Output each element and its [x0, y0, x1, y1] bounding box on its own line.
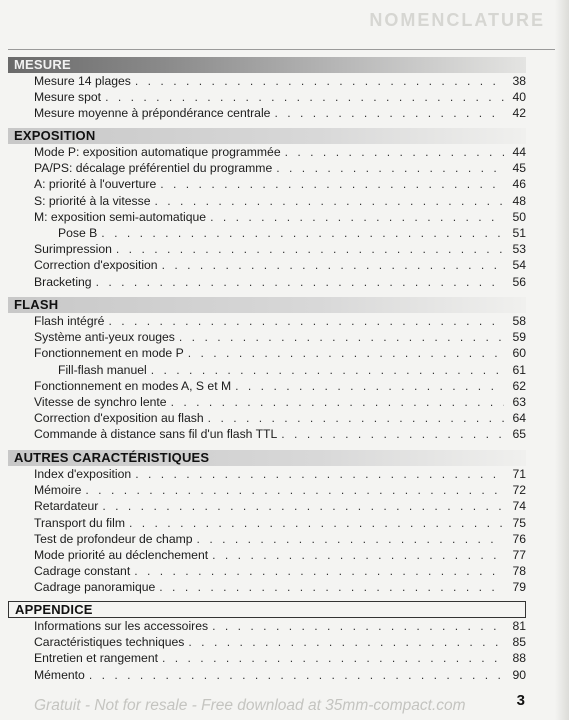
toc-entry-page: 63: [512, 394, 526, 409]
toc-entry: [8, 618, 526, 634]
toc-entry: [8, 482, 526, 498]
dot-leader: [162, 650, 504, 666]
toc-entry: [8, 667, 526, 683]
section-flash: [8, 297, 526, 443]
dot-leader: [135, 73, 504, 89]
toc-entry-page: 51: [512, 225, 526, 240]
toc-entry: [8, 531, 526, 547]
page-number: 3: [516, 692, 525, 709]
dot-leader: [134, 563, 504, 579]
toc-entry-page: 88: [512, 651, 526, 666]
toc-entry-page: 77: [512, 547, 526, 562]
dot-leader: [116, 241, 504, 257]
dot-leader: [89, 667, 504, 683]
toc-entry-page: 50: [512, 209, 526, 224]
toc-entry: [8, 274, 526, 290]
toc-entry-page: 54: [512, 258, 526, 273]
toc-entry-label: Caractéristiques techniques: [34, 635, 185, 650]
toc-entry-page: 56: [512, 274, 526, 289]
toc-entry-label: Cadrage constant: [34, 564, 131, 579]
entry-list-flash: [8, 313, 526, 443]
toc-entry-page: 76: [512, 531, 526, 546]
toc-entry-label: Flash intégré: [34, 314, 105, 328]
toc-entry-label: Cadrage panoramique: [34, 580, 156, 595]
dot-leader: [160, 176, 504, 192]
toc-entry-page: 60: [512, 346, 526, 361]
toc-entry: [8, 73, 526, 89]
dot-leader: [171, 394, 504, 410]
toc-entry: [8, 105, 526, 121]
dot-leader: [212, 618, 504, 634]
toc-entry: [8, 89, 526, 105]
toc-entry: [8, 426, 526, 442]
toc-entry-label: Fonctionnement en modes A, S et M: [34, 378, 232, 393]
toc-entry-page: 53: [512, 242, 526, 257]
section-header-mesure: MESURE: [8, 57, 526, 73]
entry-list-autres: [8, 466, 526, 596]
dot-leader: [108, 313, 504, 329]
toc-entry-page: 81: [512, 619, 526, 633]
dot-leader: [188, 345, 504, 361]
toc-entry-page: 79: [512, 580, 526, 595]
dot-leader: [101, 225, 504, 241]
toc-entry-label: Mesure moyenne à prépondérance centrale: [34, 106, 271, 121]
page-edge-shadow: [555, 0, 569, 720]
section-autres-caracteristiques: [8, 450, 526, 596]
toc-entry: [8, 498, 526, 514]
dot-leader: [105, 89, 504, 105]
toc-entry-label: Mesure spot: [34, 90, 102, 105]
toc-entry: [8, 650, 526, 666]
toc-entry-label: S: priorité à la vitesse: [34, 193, 151, 208]
toc-entry-label: Retardateur: [34, 499, 99, 514]
toc-entry-page: 64: [512, 411, 526, 426]
toc-entry-label: Correction d'exposition: [34, 258, 158, 273]
dot-leader: [151, 362, 504, 378]
section-exposition: [8, 128, 526, 290]
toc-entry: [8, 209, 526, 225]
toc-entry: [8, 362, 526, 378]
toc-entry-label: Bracketing: [34, 274, 92, 289]
toc-entry-label: Entretien et rangement: [34, 651, 158, 666]
toc-entry: [8, 257, 526, 273]
toc-entry: [8, 345, 526, 361]
toc-entry-page: 58: [512, 314, 526, 328]
toc-entry-page: 38: [512, 74, 526, 88]
entry-list-mesure: [8, 73, 526, 122]
toc-entry-label: M: exposition semi-automatique: [34, 209, 207, 224]
toc-entry: [8, 144, 526, 160]
section-header-flash: FLASH: [8, 297, 526, 313]
toc-entry-label: Index d'exposition: [34, 467, 132, 481]
dot-leader: [102, 498, 504, 514]
toc-entry: [8, 225, 526, 241]
toc-entry-page: 61: [512, 362, 526, 377]
dot-leader: [85, 482, 504, 498]
toc-entry-label: Fill-flash manuel: [58, 362, 147, 377]
dot-leader: [96, 274, 504, 290]
toc-entry-label: Transport du film: [34, 515, 125, 530]
toc-entry-label: Pose B: [58, 225, 98, 240]
toc-entry-label: Mémento: [34, 667, 85, 682]
toc-entry: [8, 410, 526, 426]
dot-leader: [208, 410, 504, 426]
toc-entry-label: Mesure 14 plages: [34, 74, 131, 88]
toc-entry: [8, 579, 526, 595]
toc-entry: [8, 313, 526, 329]
toc-entry-page: 48: [512, 193, 526, 208]
toc-entry: [8, 547, 526, 563]
dot-leader: [135, 466, 504, 482]
toc-entry-page: 74: [512, 499, 526, 514]
toc-entry-label: Fonctionnement en mode P: [34, 346, 184, 361]
toc-entry-label: Commande à distance sans fil d'un flash TTL: [34, 427, 278, 442]
toc-entry: [8, 378, 526, 394]
toc-entry: [8, 394, 526, 410]
toc-entry-page: 72: [512, 483, 526, 498]
toc-entry-page: 42: [512, 106, 526, 121]
toc-entry-label: Système anti-yeux rouges: [34, 330, 175, 345]
dot-leader: [210, 209, 504, 225]
toc-entry-page: 85: [512, 635, 526, 650]
toc-entry: [8, 329, 526, 345]
toc-entry-label: Test de profondeur de champ: [34, 531, 193, 546]
toc-entry-page: 40: [512, 90, 526, 105]
toc-entry-page: 78: [512, 564, 526, 579]
dot-leader: [179, 329, 504, 345]
section-appendice: [8, 601, 526, 683]
dot-leader: [159, 579, 504, 595]
dot-leader: [281, 426, 504, 442]
section-mesure: [8, 57, 526, 122]
toc-entry-label: Mode priorité au déclenchement: [34, 547, 209, 562]
dot-leader: [235, 378, 504, 394]
entry-list-exposition: [8, 144, 526, 290]
dot-leader: [162, 257, 504, 273]
toc-entry-page: 59: [512, 330, 526, 345]
toc-entry-page: 90: [512, 667, 526, 682]
dot-leader: [155, 193, 504, 209]
dot-leader: [197, 531, 504, 547]
dot-leader: [276, 160, 504, 176]
bleed-through-title: NOMENCLATURE: [369, 10, 545, 30]
toc-entry-label: Correction d'exposition au flash: [34, 411, 204, 426]
toc-entry-page: 62: [512, 378, 526, 393]
toc-entry-label: Mode P: exposition automatique programmée: [34, 145, 281, 159]
toc-entry: [8, 176, 526, 192]
toc-entry-page: 45: [512, 161, 526, 176]
toc-entry-page: 44: [512, 145, 526, 159]
dot-leader: [274, 105, 504, 121]
toc-entry-page: 65: [512, 427, 526, 442]
dot-leader: [212, 547, 504, 563]
toc-entry-page: 71: [512, 467, 526, 481]
toc-entry-page: 75: [512, 515, 526, 530]
dot-leader: [129, 515, 504, 531]
toc-entry-label: Informations sur les accessoires: [34, 619, 209, 633]
dot-leader: [285, 144, 504, 160]
toc-entry: [8, 515, 526, 531]
toc-entry: [8, 563, 526, 579]
toc-entry-label: A: priorité à l'ouverture: [34, 177, 157, 192]
section-header-exposition: EXPOSITION: [8, 128, 526, 144]
toc-entry: [8, 241, 526, 257]
toc-entry: [8, 193, 526, 209]
toc-entry: [8, 634, 526, 650]
section-header-appendice: APPENDICE: [8, 601, 526, 618]
dot-leader: [188, 634, 504, 650]
toc-entry-label: PA/PS: décalage préférentiel du programme: [34, 161, 273, 176]
top-rule: [8, 49, 555, 50]
toc-entry-label: Vitesse de synchro lente: [34, 394, 167, 409]
toc-entry-page: 46: [512, 177, 526, 192]
entry-list-appendice: [8, 618, 526, 683]
watermark-text: Gratuit - Not for resale - Free download at 35mm-compact.com: [34, 697, 466, 714]
toc-entry: [8, 160, 526, 176]
toc-entry: [8, 466, 526, 482]
toc-entry-label: Mémoire: [34, 483, 82, 498]
section-header-autres: AUTRES CARACTÉRISTIQUES: [8, 450, 526, 466]
toc-entry-label: Surimpression: [34, 242, 112, 257]
